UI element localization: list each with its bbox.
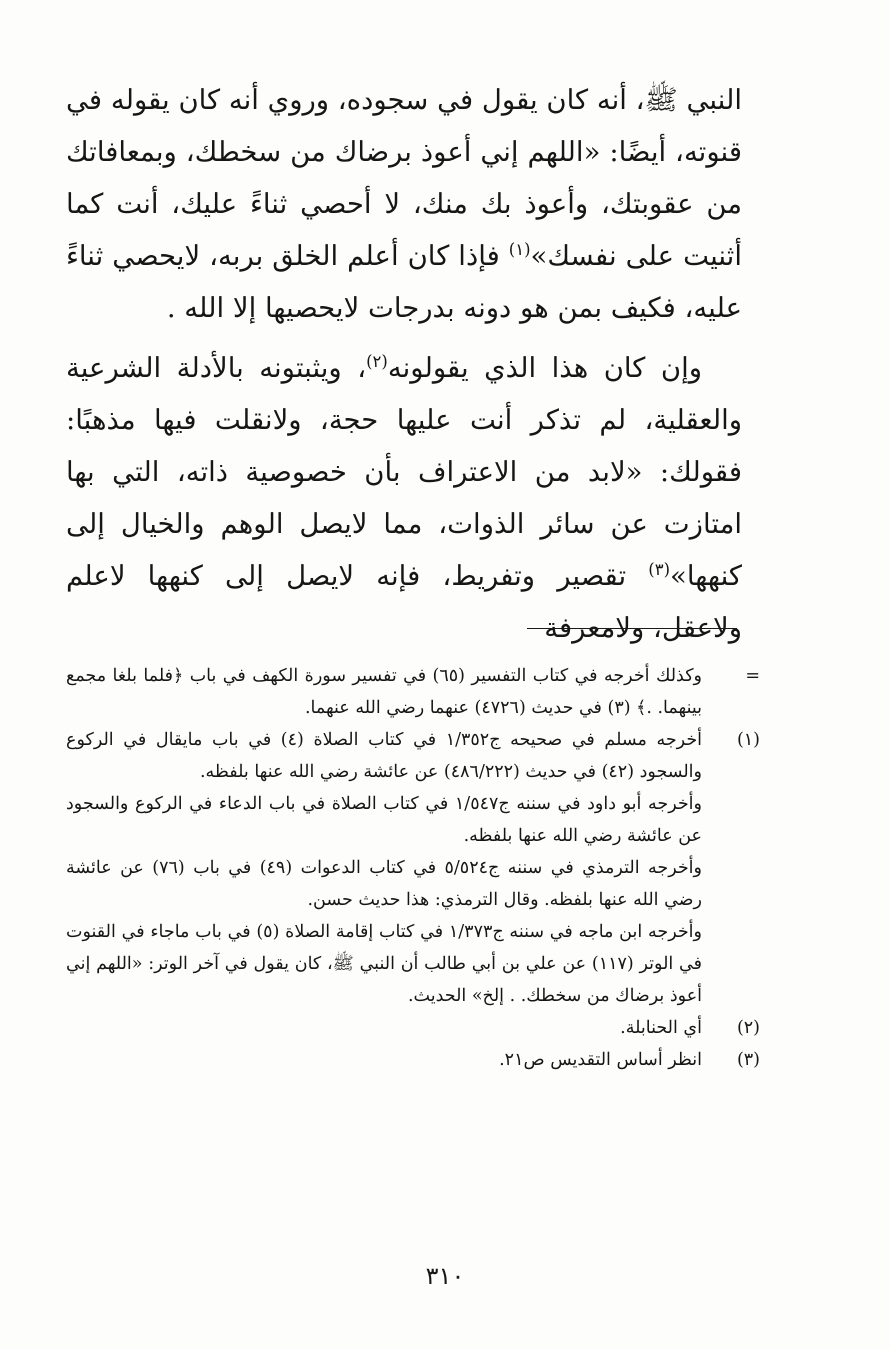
text-run: ، ويثبتونه بالأدلة الشرعية والعقلية، لم تذكر أنت عليها حجة، ولانقلت فيها مذهبًا: فقولك: «لابد من الاعتراف بأن خصوصية ذاته، التي بها امتازت عن سائر الذوات، مما لايصل الوهم والخيال إلى كنهها» [66, 352, 742, 592]
footnote-separator [527, 628, 737, 629]
footnote-text: انظر أساس التقديس ص٢١. [499, 1050, 702, 1070]
footnote-text: وكذلك أخرجه في كتاب التفسير (٦٥) في تفسير سورة الكهف في باب ﴿فلما بلغا مجمع بينهما. .﴾ (٣) في حديث (٤٧٢٦) عنهما رضي الله عنهما. [66, 666, 702, 718]
footnote-3 [66, 1044, 762, 1076]
page-number: ٣١٠ [425, 1262, 465, 1290]
footnote-ref-1: (١) [508, 239, 531, 259]
footnote-marker: (١) [736, 730, 760, 750]
footnote-marker: (٣) [736, 1050, 760, 1070]
footnote-1 [66, 724, 762, 1012]
text-run: النبي ﷺ، أنه كان يقول في سجوده، وروي أنه كان يقوله في قنوته، أيضًا: «اللهم إني أعوذ برضاك من سخطك، وبمعافاتك من عقوبتك، وأعوذ بك منك، لا أحصي ثناءً عليك، أنت كما أثنيت على نفسك» [66, 84, 742, 272]
footnote-marker: = [745, 666, 760, 686]
footnote-continued [66, 660, 762, 724]
paragraph-1 [66, 74, 742, 334]
main-text [66, 74, 742, 654]
text-run: تقصير وتفريط، فإنه لايصل إلى كنهها لاعلم ولاعقل، ولامعرفة [66, 560, 742, 644]
text-run: وإن كان هذا الذي يقولونه [387, 352, 702, 384]
footnote-text: أي الحنابلة. [620, 1018, 702, 1038]
footnote-text: وأخرجه الترمذي في سننه ج٥/٥٢٤ في كتاب الدعوات (٤٩) في باب (٧٦) عن عائشة رضي الله عنها بلفظه. وقال الترمذي: هذا حديث حسن. [66, 858, 702, 910]
footnote-ref-2: (٢) [366, 351, 388, 371]
paragraph-2 [66, 342, 742, 654]
footnotes [66, 660, 762, 1076]
footnote-ref-3: (٣) [648, 559, 671, 579]
footnote-text: وأخرجه ابن ماجه في سننه ج١/٣٧٣ في كتاب إقامة الصلاة (٥) في باب ماجاء في القنوت في الوتر (١١٧) عن علي بن أبي طالب أن النبي ﷺ، كان يقول في آخر الوتر: «اللهم إني أعوذ برضاك من سخطك. . إلخ» الحديث. [66, 922, 702, 1006]
footnote-text: وأخرجه أبو داود في سننه ج١/٥٤٧ في كتاب الصلاة في باب الدعاء في الركوع والسجود عن عائشة رضي الله عنها بلفظه. [66, 794, 702, 846]
text-run: فإذا كان أعلم الخلق بربه، لايحصي ثناءً عليه، فكيف بمن هو دونه بدرجات لايحصيها إلا الله . [66, 240, 742, 324]
footnote-marker: (٢) [736, 1018, 760, 1038]
footnote-text: أخرجه مسلم في صحيحه ج١/٣٥٢ في كتاب الصلاة (٤) في باب مايقال في الركوع والسجود (٤٢) في حديث (٤٨٦/٢٢٢) عن عائشة رضي الله عنها بلفظه. [66, 730, 702, 782]
footnote-2 [66, 1012, 762, 1044]
